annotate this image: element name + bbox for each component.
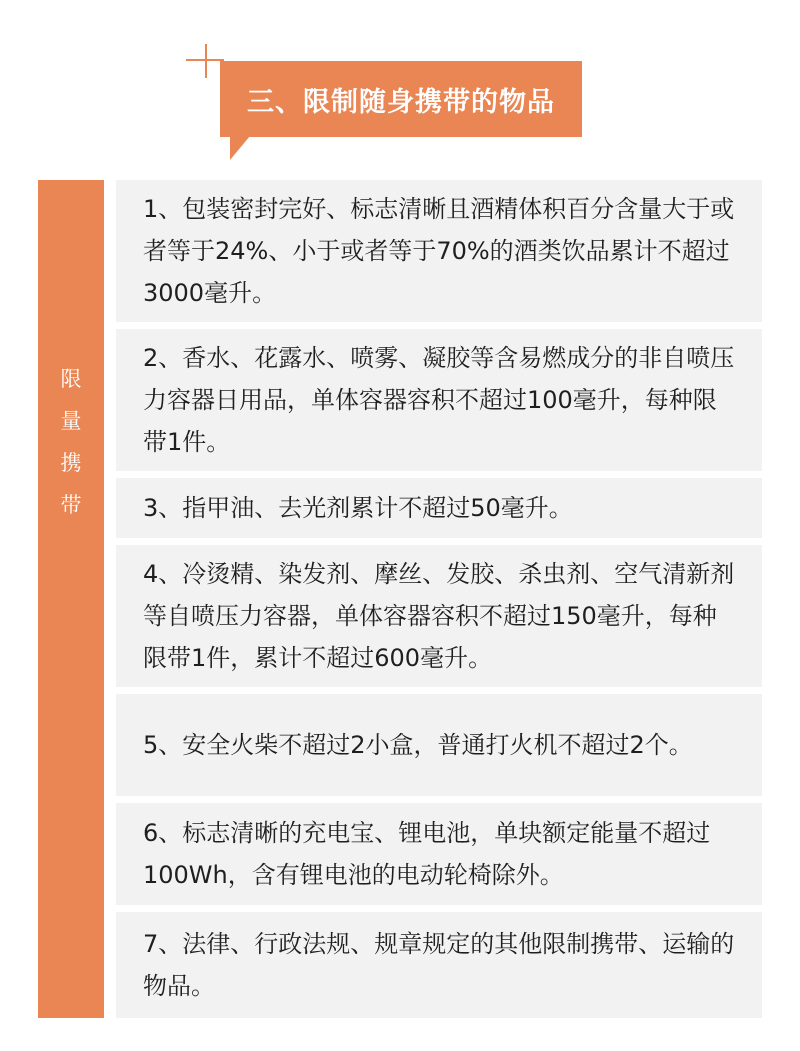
title-pointer — [230, 136, 250, 160]
list-item-text: 2、香水、花露水、喷雾、凝胶等含易燃成分的非自喷压力容器日用品，单体容器容积不超过100毫升，每种限带1件。 — [143, 344, 735, 456]
list-item-text: 5、安全火柴不超过2小盒，普通打火机不超过2个。 — [143, 731, 693, 759]
list-item-text: 7、法律、行政法规、规章规定的其他限制携带、运输的物品。 — [143, 930, 735, 1000]
list-item — [116, 545, 762, 687]
list-item — [116, 329, 762, 471]
list-item — [116, 180, 762, 322]
list-item-text: 3、指甲油、去光剂累计不超过50毫升。 — [143, 494, 573, 522]
list-item — [116, 803, 762, 905]
list-item — [116, 694, 762, 796]
section-title: 三、限制随身携带的物品 — [220, 61, 582, 137]
list-item — [116, 912, 762, 1018]
list-item — [116, 478, 762, 538]
sidebar-category — [38, 180, 104, 1018]
sidebar-label: 限量携带 — [60, 367, 82, 517]
list-item-text: 1、包装密封完好、标志清晰且酒精体积百分含量大于或者等于24%、小于或者等于70%的酒类饮品累计不超过3000毫升。 — [143, 195, 735, 307]
list-item-text: 6、标志清晰的充电宝、锂电池，单块额定能量不超过100Wh，含有锂电池的电动轮椅除外。 — [143, 819, 711, 889]
plus-decoration-vertical — [205, 44, 207, 78]
list-item-text: 4、冷烫精、染发剂、摩丝、发胶、杀虫剂、空气清新剂等自喷压力容器，单体容器容积不超过150毫升，每种限带1件，累计不超过600毫升。 — [143, 560, 735, 672]
